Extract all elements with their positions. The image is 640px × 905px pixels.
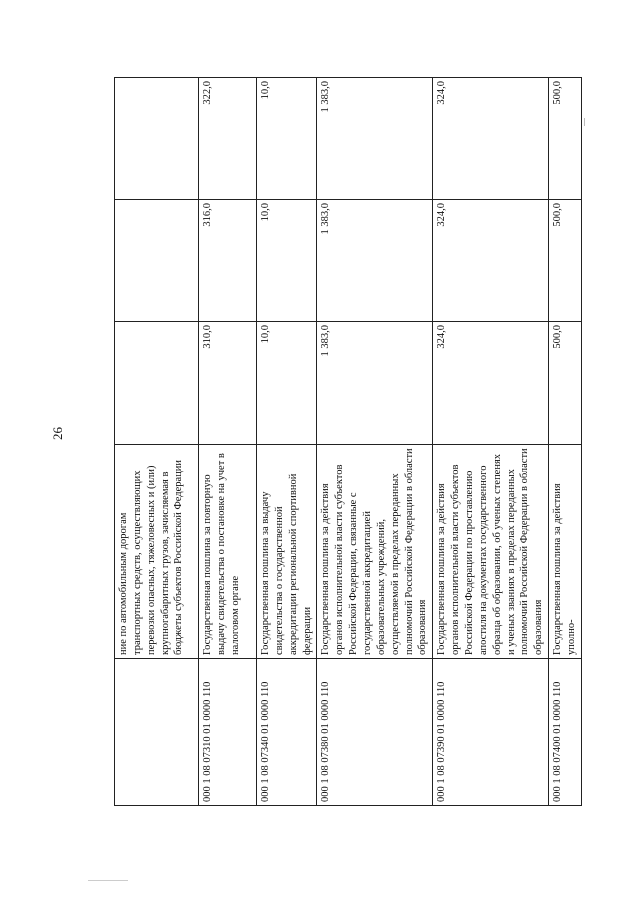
table-row xyxy=(317,78,433,806)
fee-description: Государственная пошлина за повторную выдачу свидетельства о постановке на учет в налоговом органе xyxy=(199,445,257,659)
value-year-3: 500,0 xyxy=(549,78,582,200)
fee-description: Государственная пошлина за выдачу свидетельства о государственной аккредитации региональной спортивной федерации xyxy=(257,445,317,659)
table-row xyxy=(549,78,582,806)
budget-code: 000 1 08 07400 01 0000 110 xyxy=(549,659,582,806)
value-year-2: 500,0 xyxy=(549,200,582,322)
fee-description: ние по автомобильным дорогам транспортных средств, осуществляющих перевозки опасных, тяжеловесных и (или) крупногабаритных грузов, зачисляемая в бюджеты субъектов Российской Федерации xyxy=(115,445,199,659)
value-year-3: 322,0 xyxy=(199,78,257,200)
value-year-2: 316,0 xyxy=(199,200,257,322)
fee-description: Государственная пошлина за действия органов исполнительной власти субъектов Российской Федерации, связанные с государственной аккредитацией образовательных учреждений, осуществляемой в пределах переданных полномочий Российской Федерации в области образования xyxy=(317,445,433,659)
budget-code: 000 1 08 07310 01 0000 110 xyxy=(199,659,257,806)
value-year-3: 324,0 xyxy=(433,78,549,200)
value-year-1: 1 383,0 xyxy=(317,322,433,445)
fees-table xyxy=(114,77,582,806)
value-year-1: 310,0 xyxy=(199,322,257,445)
value-year-3: 10,0 xyxy=(257,78,317,200)
fee-description: Государственная пошлина за действия органов исполнительной власти субъектов Российской Федерации по проставлению апостиля на документах государственного образца об образовании, об ученых степенях и ученых званиях в пределах переданных полномочий Российской Федерации в области образования xyxy=(433,445,549,659)
rotated-table-container xyxy=(114,78,578,806)
budget-code: 000 1 08 07340 01 0000 110 xyxy=(257,659,317,806)
value-year-1 xyxy=(115,322,199,445)
scan-artifact xyxy=(584,118,585,126)
budget-code: 000 1 08 07390 01 0000 110 xyxy=(433,659,549,806)
fee-description: Государственная пошлина за действия уполно- xyxy=(549,445,582,659)
value-year-1: 10,0 xyxy=(257,322,317,445)
value-year-3 xyxy=(115,78,199,200)
value-year-2 xyxy=(115,200,199,322)
page-number: 26 xyxy=(50,427,65,440)
value-year-2: 10,0 xyxy=(257,200,317,322)
value-year-1: 500,0 xyxy=(549,322,582,445)
table-row xyxy=(257,78,317,806)
table-row xyxy=(115,78,199,806)
value-year-2: 324,0 xyxy=(433,200,549,322)
budget-code xyxy=(115,659,199,806)
budget-code: 000 1 08 07380 01 0000 110 xyxy=(317,659,433,806)
scan-artifact xyxy=(88,880,128,881)
table-row xyxy=(433,78,549,806)
table-row xyxy=(199,78,257,806)
value-year-1: 324,0 xyxy=(433,322,549,445)
value-year-3: 1 383,0 xyxy=(317,78,433,200)
value-year-2: 1 383,0 xyxy=(317,200,433,322)
